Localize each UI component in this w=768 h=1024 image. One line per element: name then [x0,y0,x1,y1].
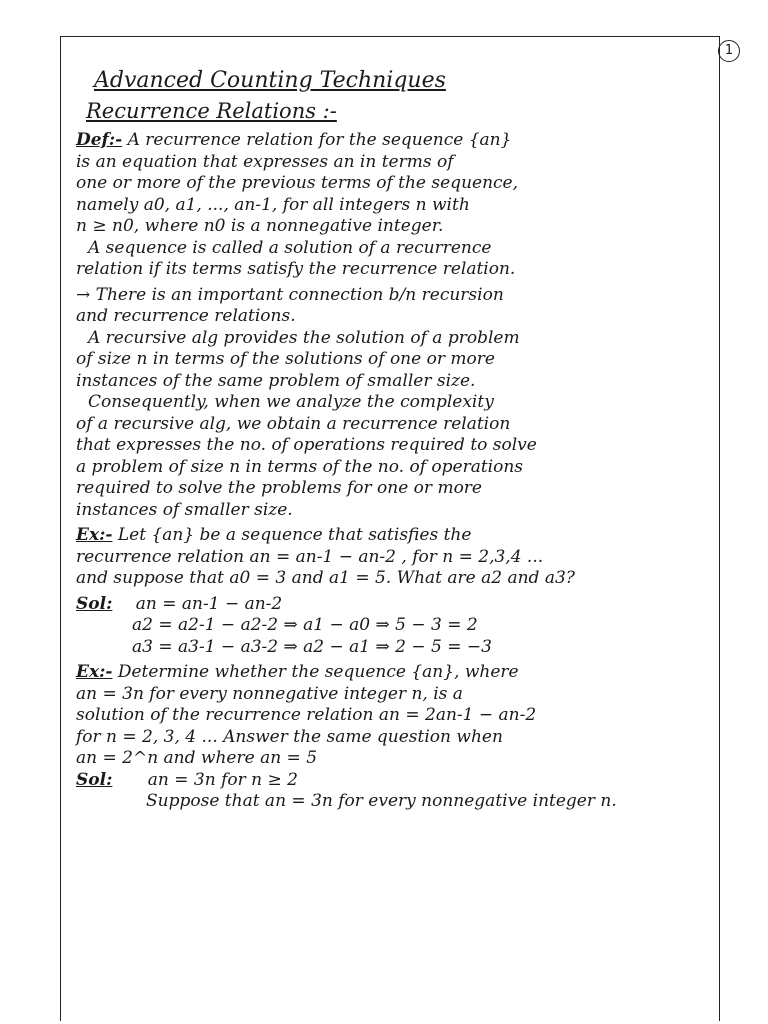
example-line: an = 3n for every nonnegative integer n, is a [76,683,463,704]
paragraph-line: and recurrence relations. [76,306,296,326]
example-line: solution of the recurrence relation an = 2an-1 − an-2 [76,705,537,725]
definition-line: relation if its terms satisfy the recurrence relation. [76,259,516,279]
paragraph-line: instances of smaller size. [76,499,293,520]
solution-1 [76,594,716,659]
solution-line: Suppose that an = 3n for every nonnegative integer n. [146,791,617,811]
example-line: and suppose that a0 = 3 and a1 = 5. What are a2 and a3? [76,568,575,588]
page-number: 1 [718,40,740,62]
definition-line: one or more of the previous terms of the sequence, [76,173,519,193]
example-line: for n = 2, 3, 4 ... Answer the same question when [76,726,503,747]
paragraph-line: of a recursive alg, we obtain a recurrence relation [76,413,511,434]
paragraph-line: required to solve the problems for one or more [76,478,482,498]
solution-line: a2 = a2-1 − a2-2 ⇒ a1 − a0 ⇒ 5 − 3 = 2 [132,615,478,635]
section-heading: Recurrence Relations :- [86,99,337,123]
paragraph-line: that expresses the no. of operations required to solve [76,435,537,455]
paragraph-line: A recursive alg provides the solution of a problem [88,327,520,348]
solution-label: Sol: [76,593,113,614]
definition-line: is an equation that expresses an in terms of [76,151,454,172]
definition-line: n ≥ n0, where n0 is a nonnegative integer. [76,216,444,236]
example-line: an = 2^n and where an = 5 [76,748,318,768]
paragraph-line: a problem of size n in terms of the no. of operations [76,456,524,477]
solution-label: Sol: [76,769,113,790]
example-label: Ex:- [76,662,113,682]
paragraph-line: Consequently, when we analyze the complexity [88,392,494,412]
example-label: Ex:- [76,525,113,545]
paragraph-line: of size n in terms of the solutions of one or more [76,349,495,369]
paragraph-line: instances of the same problem of smaller size. [76,370,476,391]
example-2 [76,662,716,770]
example-line: Let {an} be a sequence that satisfies the [117,525,472,545]
solution-line: an = 3n for n ≥ 2 [147,769,298,790]
definition-label: Def:- [76,130,123,150]
definition-line: A recurrence relation for the sequence {an} [127,130,512,150]
solution-line: an = an-1 − an-2 [135,593,283,614]
solution-line: a3 = a3-1 − a3-2 ⇒ a2 − a1 ⇒ 2 − 5 = −3 [132,636,492,657]
page-title: Advanced Counting Techniques [94,68,446,93]
example-1 [76,525,716,590]
recursion-paragraph [76,285,716,522]
solution-2 [76,770,716,813]
definition-line: A sequence is called a solution of a recurrence [88,237,492,258]
definition-block [76,130,716,281]
paragraph-line: → There is an important connection b/n recursion [76,284,504,305]
example-line: Determine whether the sequence {an}, where [117,662,519,682]
handwritten-notes [76,66,716,813]
example-line: recurrence relation an = an-1 − an-2 , for n = 2,3,4 ... [76,546,544,567]
definition-line: namely a0, a1, ..., an-1, for all integers n with [76,194,470,215]
